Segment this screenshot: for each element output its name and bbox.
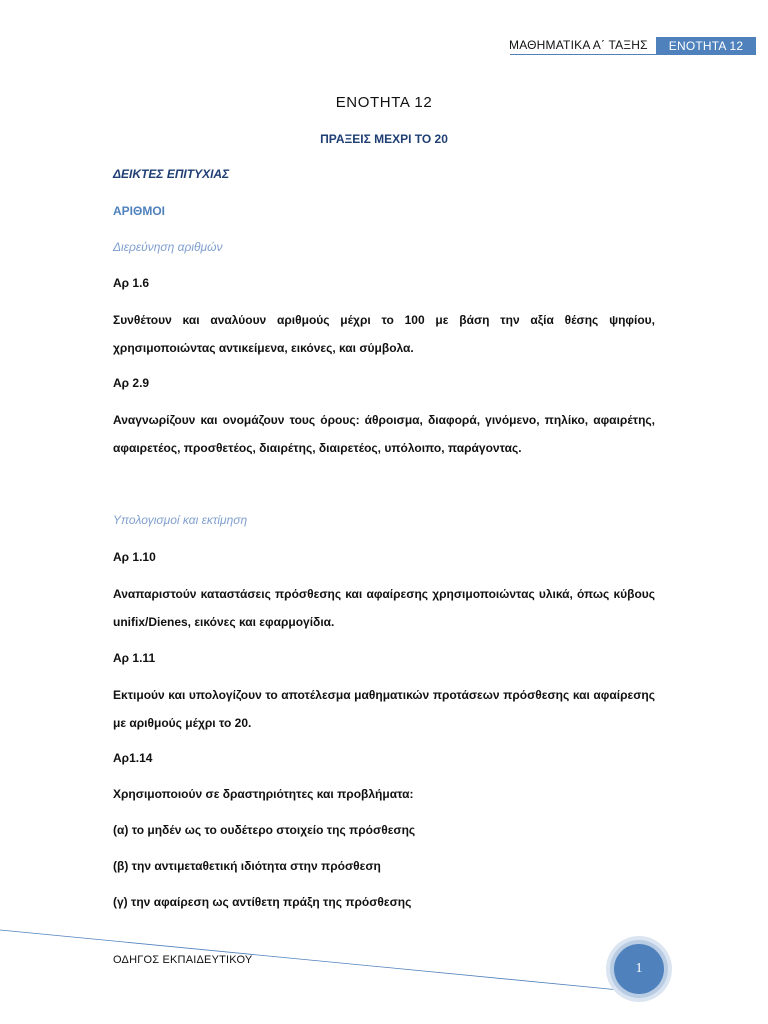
list-item: (γ) την αφαίρεση ως αντίθετη πράξη της πρόσθεσης bbox=[113, 895, 412, 909]
list-item: (α) το μηδέν ως το ουδέτερο στοιχείο της πρόσθεσης bbox=[113, 823, 416, 837]
header-section-tab: ΕΝΟΤΗΤΑ 12 bbox=[656, 37, 756, 54]
indicator-code: Αρ 2.9 bbox=[113, 376, 150, 390]
page-title: ΕΝΟΤΗΤΑ 12 bbox=[335, 94, 433, 111]
subsection-heading-numbers: Διερεύνηση αριθμών bbox=[113, 240, 223, 254]
indicator-code: Αρ 1.10 bbox=[113, 550, 156, 564]
indicator-intro: Χρησιμοποιούν σε δραστηριότητες και προβλήματα: bbox=[113, 787, 414, 801]
indicator-text: Εκτιμούν και υπολογίζουν το αποτέλεσμα μαθηματικών προτάσεων πρόσθεσης και αφαίρεσης με αριθμούς μέχρι το 20. bbox=[113, 688, 655, 730]
section-heading: ΔΕΙΚΤΕΣ ΕΠΙΤΥΧΙΑΣ bbox=[113, 167, 230, 181]
page-subtitle: ΠΡΑΞΕΙΣ ΜΕΧΡΙ ΤΟ 20 bbox=[320, 132, 448, 146]
indicator-code: Αρ 1.6 bbox=[113, 276, 150, 290]
indicator-code: Αρ 1.11 bbox=[113, 651, 156, 665]
subject-heading: ΑΡΙΘΜΟΙ bbox=[113, 204, 166, 218]
indicator-code: Αρ1.14 bbox=[113, 751, 153, 765]
page-number: 1 bbox=[635, 961, 643, 976]
header-divider bbox=[510, 54, 756, 55]
subsection-heading-calculations: Υπολογισμοί και εκτίμηση bbox=[113, 513, 248, 527]
indicator-text: Συνθέτουν και αναλύουν αριθμούς μέχρι το 100 με βάση την αξία θέσης ψηφίου, χρησιμοποιώντας αντικείμενα, εικόνες, και σύμβολα. bbox=[113, 313, 655, 355]
indicator-text: Αναπαριστούν καταστάσεις πρόσθεσης και αφαίρεσης χρησιμοποιώντας υλικά, όπως κύβους unifix/Dienes, εικόνες και εφαρμογίδια. bbox=[113, 587, 655, 629]
header-course-title: ΜΑΘΗΜΑΤΙΚΑ Α΄ ΤΑΞΗΣ bbox=[509, 38, 648, 52]
list-item: (β) την αντιμεταθετική ιδιότητα στην πρόσθεση bbox=[113, 859, 381, 873]
footer-line bbox=[0, 930, 640, 992]
indicator-text: Αναγνωρίζουν και ονομάζουν τους όρους: άθροισμα, διαφορά, γινόμενο, πηλίκο, αφαιρέτης, αφαιρετέος, προσθετέος, διαιρέτης, διαιρετέος, υπόλοιπο, παράγοντας. bbox=[113, 413, 655, 455]
footer-label: ΟΔΗΓΟΣ ΕΚΠΑΙΔΕΥΤΙΚΟΥ bbox=[113, 954, 253, 966]
